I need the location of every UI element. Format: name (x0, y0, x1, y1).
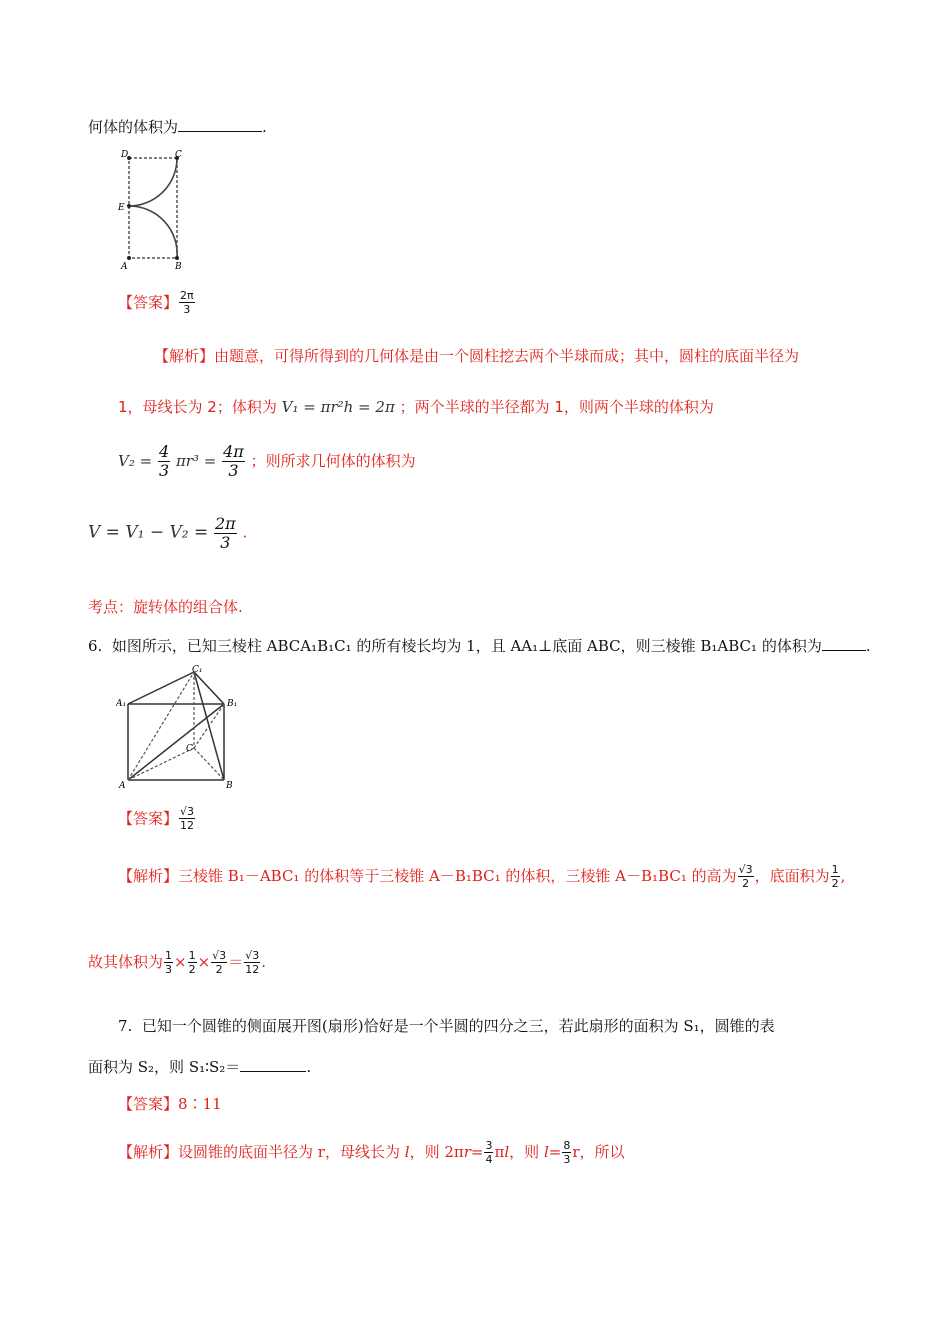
answer-blank (178, 116, 262, 132)
frac-h: $\frac{√3}{2}$ (738, 863, 753, 890)
frac-1-3: $\frac{1}{3}$ (165, 949, 173, 976)
q7-question-line2: 面积为 S₂，则 S₁∶S₂＝ . (88, 1058, 312, 1076)
q6-analysis-line2: 故其体积为 $\frac{1}{3}$ × $\frac{1}{2}$ × $\frac{√3}{2}$ ＝ $\frac{√3}{12}$ . (88, 949, 266, 976)
label-C: C (175, 150, 182, 160)
label-A: A (121, 262, 128, 272)
frac-1-2: $\frac{1}{2}$ (188, 949, 196, 976)
q5-line-end: 何体的体积为 . (88, 118, 267, 136)
q6-figure (116, 664, 246, 792)
q7-answer: 【答案】8∶11 (118, 1095, 222, 1113)
formula-v1: V₁ = πr²h = 2π (281, 398, 395, 416)
frac-8-3: $\frac{8}{3}$ (563, 1139, 571, 1166)
q5-answer: 【答案】 $\frac{2\pi}{3}$ (118, 289, 194, 316)
frac-4-3: $\frac{4}{3}$ (158, 442, 170, 480)
q5-kaodian: 考点：旋转体的组合体. (88, 598, 243, 616)
frac-s: $\frac{1}{2}$ (831, 863, 839, 890)
answer-blank (822, 635, 866, 651)
q5-analysis-line3: V₂ = $\frac{4}{3}$ πr³ = $\frac{4\pi}{3}$ ；则所求几何体的体积为 (118, 442, 416, 480)
answer-fraction: $\frac{2\pi}{3}$ (180, 289, 194, 316)
label-B1: B₁ (227, 699, 238, 709)
q6-question: 6. 如图所示，已知三棱柱 ABCA₁B₁C₁ 的所有棱长均为 1，且 AA₁⊥底面 ABC，则三棱锥 B₁ABC₁ 的体积为 . (88, 637, 871, 655)
q6-answer: 【答案】 $\frac{√3}{12}$ (118, 805, 195, 832)
q5-analysis-line4: V = V₁ − V₂ = $\frac{2\pi}{3}$ . (88, 514, 248, 552)
q6-analysis-line1: 【解析】三棱锥 B₁－ABC₁ 的体积等于三棱锥 A－B₁BC₁ 的体积，三棱锥 A－B₁BC₁ 的高为 $\frac{√3}{2}$ ，底面积为 $\frac{1}{2}$ , (118, 863, 846, 890)
frac-3-4: $\frac{3}{4}$ (485, 1139, 493, 1166)
label-E: E (118, 203, 125, 213)
frac-2pi-3: $\frac{2\pi}{3}$ (215, 514, 236, 552)
label-B: B (175, 262, 182, 272)
label-B: B (226, 781, 233, 791)
answer-fraction: $\frac{√3}{12}$ (180, 805, 195, 832)
answer-blank (240, 1056, 306, 1072)
label-D: D (121, 150, 129, 160)
q7-analysis: 【解析】设圆锥的底面半径为 r，母线长为 l，则 2πr= $\frac{3}{4}$ πl，则 l= $\frac{8}{3}$ r，所以 (118, 1139, 625, 1166)
q5-analysis-line1: 【解析】由题意，可得所得到的几何体是由一个圆柱挖去两个半球而成；其中，圆柱的底面半径为 (154, 347, 800, 365)
label-C: C (186, 744, 193, 754)
label-C1: C₁ (192, 665, 203, 675)
q5-analysis-line2: 1，母线长为 2；体积为 V₁ = πr²h = 2π ；两个半球的半径都为 1，则两个半球的体积为 (118, 398, 714, 416)
q7-question-line1: 7. 已知一个圆锥的侧面展开图(扇形)恰好是一个半圆的四分之三，若此扇形的面积为 S₁，圆锥的表 (118, 1017, 775, 1035)
frac-r3-2: $\frac{√3}{2}$ (212, 949, 227, 976)
label-A: A (119, 781, 126, 791)
q5-figure (112, 148, 192, 272)
label-A1: A₁ (116, 699, 127, 709)
frac-4pi-3: $\frac{4\pi}{3}$ (223, 442, 244, 480)
frac-r3-12: $\frac{√3}{12}$ (245, 949, 260, 976)
